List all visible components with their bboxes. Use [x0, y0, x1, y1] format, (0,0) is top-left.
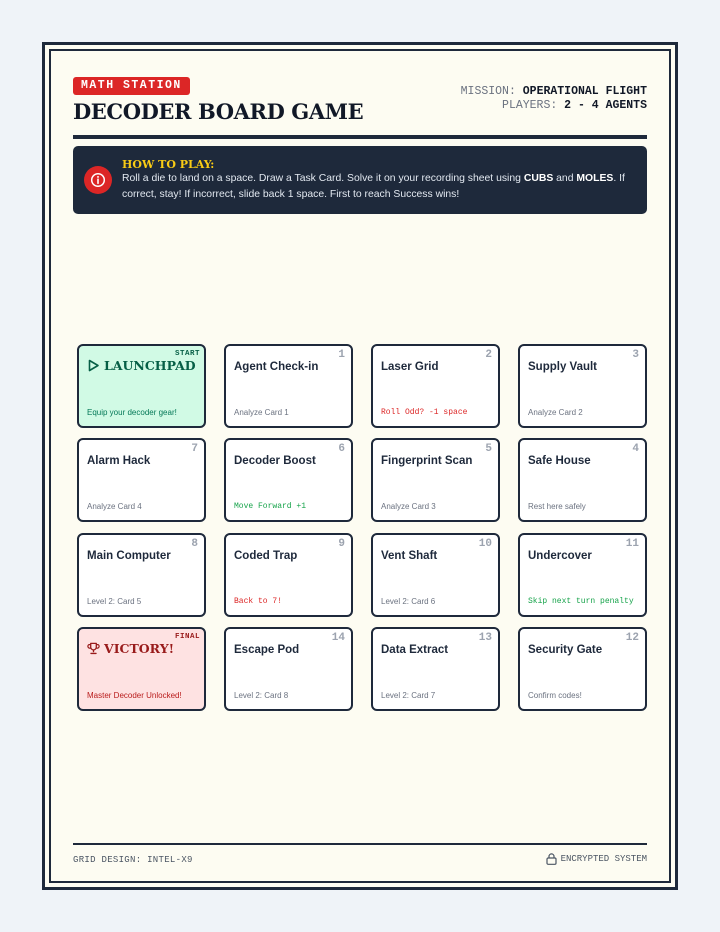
space-name: Vent Shaft — [381, 550, 438, 562]
space-name: Coded Trap — [234, 550, 298, 562]
space-number: 13 — [478, 632, 492, 644]
space-note: Level 2: Card 6 — [381, 597, 436, 606]
how-to-play-text — [122, 171, 633, 202]
how-to-text-2: . If correct, stay! If incorrect, slide back 1 space. First to reach Success wins! — [122, 173, 625, 200]
mission-line — [461, 85, 647, 99]
mission-label: MISSION: — [460, 85, 516, 98]
space-name: Undercover — [528, 550, 592, 562]
space-3[interactable] — [518, 344, 647, 428]
space-12[interactable] — [518, 627, 647, 711]
moles-keyword: MOLES — [576, 173, 614, 184]
space-13[interactable] — [371, 627, 500, 711]
victory-note: Master Decoder Unlocked! — [87, 691, 182, 700]
space-name: Decoder Boost — [234, 455, 316, 467]
space-number: 3 — [632, 349, 639, 361]
space-name: Security Gate — [528, 644, 603, 656]
space-note: Roll Odd? -1 space — [381, 408, 468, 417]
space-4[interactable] — [518, 438, 647, 522]
space-name: Escape Pod — [234, 644, 300, 656]
launchpad-label — [87, 358, 196, 373]
space-number: 10 — [478, 538, 492, 550]
how-to-text-1: Roll a die to land on a space. Draw a Task Card. Solve it on your recording sheet using — [122, 173, 524, 184]
space-note: Level 2: Card 5 — [87, 597, 142, 606]
space-note: Move Forward +1 — [234, 502, 307, 511]
start-tag: START — [174, 350, 200, 358]
space-number: 1 — [338, 349, 345, 361]
space-note: Level 2: Card 8 — [234, 691, 289, 700]
game-sheet — [42, 42, 678, 890]
space-number: 8 — [191, 538, 198, 550]
space-number: 7 — [191, 443, 198, 455]
final-tag: FINAL — [174, 633, 200, 641]
sheet-inner-border — [49, 49, 671, 883]
space-7[interactable] — [77, 438, 206, 522]
space-6[interactable] — [224, 438, 353, 522]
launchpad-note: Equip your decoder gear! — [87, 408, 177, 417]
players-line — [461, 99, 647, 113]
launchpad-title: LAUNCHPAD — [104, 358, 196, 373]
footer — [73, 843, 647, 867]
space-note: Level 2: Card 7 — [381, 691, 436, 700]
players-value: 2 - 4 AGENTS — [564, 99, 647, 112]
space-2[interactable] — [371, 344, 500, 428]
space-name: Agent Check-in — [234, 361, 319, 373]
space-name: Safe House — [528, 455, 591, 467]
encrypted-label: ENCRYPTED SYSTEM — [560, 854, 647, 864]
space-number: 14 — [331, 632, 345, 644]
header — [73, 77, 647, 139]
how-to-play-panel — [73, 146, 647, 214]
space-name: Supply Vault — [528, 361, 598, 373]
space-8[interactable] — [77, 533, 206, 617]
space-victory[interactable] — [77, 627, 206, 711]
space-number: 11 — [625, 538, 639, 550]
space-14[interactable] — [224, 627, 353, 711]
space-9[interactable] — [224, 533, 353, 617]
space-note: Analyze Card 1 — [234, 408, 289, 417]
play-icon — [87, 359, 100, 372]
space-number: 12 — [625, 632, 639, 644]
space-note: Skip next turn penalty — [528, 597, 634, 606]
victory-title: VICTORY! — [104, 641, 175, 656]
victory-label — [87, 641, 174, 656]
space-number: 5 — [485, 443, 492, 455]
mission-meta — [461, 85, 647, 113]
space-name: Laser Grid — [381, 361, 439, 373]
space-note: Analyze Card 2 — [528, 408, 583, 417]
space-launchpad[interactable] — [77, 344, 206, 428]
how-to-and: and — [553, 173, 577, 184]
space-note: Back to 7! — [234, 597, 283, 606]
space-number: 2 — [485, 349, 492, 361]
game-board — [77, 344, 655, 714]
space-1[interactable] — [224, 344, 353, 428]
space-name: Alarm Hack — [87, 455, 151, 467]
space-number: 4 — [632, 443, 639, 455]
station-badge: MATH STATION — [73, 77, 190, 95]
space-name: Data Extract — [381, 644, 449, 656]
space-note: Analyze Card 4 — [87, 502, 142, 511]
encrypted-system — [546, 853, 647, 865]
space-note: Analyze Card 3 — [381, 502, 436, 511]
space-note: Confirm codes! — [528, 691, 582, 700]
players-label: PLAYERS: — [502, 99, 558, 112]
space-11[interactable] — [518, 533, 647, 617]
lock-icon — [546, 853, 557, 865]
space-name: Fingerprint Scan — [381, 455, 473, 467]
mission-value: OPERATIONAL FLIGHT — [522, 85, 647, 98]
space-number: 6 — [338, 443, 345, 455]
cubs-keyword: CUBS — [523, 173, 554, 184]
space-note: Rest here safely — [528, 502, 586, 511]
space-5[interactable] — [371, 438, 500, 522]
trophy-icon — [87, 642, 100, 655]
space-name: Main Computer — [87, 550, 171, 562]
space-10[interactable] — [371, 533, 500, 617]
grid-design-label: GRID DESIGN: INTEL-X9 — [73, 855, 193, 865]
info-icon — [84, 166, 112, 194]
page-title: DECODER BOARD GAME — [73, 99, 364, 124]
how-to-play-title: HOW TO PLAY: — [122, 158, 215, 171]
space-number: 9 — [338, 538, 345, 550]
